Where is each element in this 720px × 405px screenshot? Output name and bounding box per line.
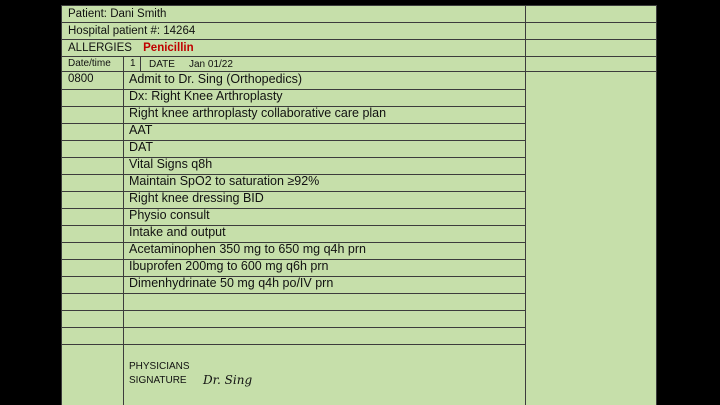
date-label: DATE [149, 59, 175, 70]
row-divider [61, 39, 657, 40]
order-time: 0800 [68, 73, 94, 85]
hospital-number-field [68, 25, 195, 37]
order-line: Vital Signs q8h [129, 157, 213, 171]
row-divider [61, 310, 525, 311]
row-divider [61, 327, 525, 328]
column-divider [123, 56, 124, 405]
page-number: 1 [130, 58, 136, 69]
order-line: Right knee arthroplasty collaborative care plan [129, 106, 387, 120]
allergies-label: ALLERGIES [68, 42, 132, 54]
row-divider [61, 5, 657, 6]
patient-label: Patient: [68, 8, 107, 20]
allergies-field [68, 42, 194, 54]
row-divider [61, 293, 525, 294]
hospital-number-label: Hospital patient #: [68, 25, 161, 37]
order-line: Dimenhydrinate 50 mg q4h po/IV prn [129, 276, 334, 290]
allergy-value: Penicillin [143, 42, 194, 54]
patient-field [68, 8, 166, 20]
column-divider [525, 5, 526, 405]
signature-label-line2: SIGNATURE [129, 375, 187, 386]
signature-label-line1: PHYSICIANS [129, 361, 190, 372]
row-divider [61, 56, 657, 57]
physician-signature: Dr. Sing [203, 373, 253, 387]
patient-name: Dani Smith [110, 8, 167, 20]
order-line: Maintain SpO2 to saturation ≥92% [129, 174, 320, 188]
order-line: Right knee dressing BID [129, 191, 264, 205]
column-divider [61, 5, 62, 405]
order-line: Dx: Right Knee Arthroplasty [129, 89, 283, 103]
column-divider [140, 56, 141, 71]
order-line: Admit to Dr. Sing (Orthopedics) [129, 72, 302, 86]
order-line: Intake and output [129, 225, 226, 239]
order-line: DAT [129, 140, 154, 154]
row-divider [61, 22, 657, 23]
date-value: Jan 01/22 [189, 59, 233, 70]
datetime-header: Date/time [68, 58, 111, 69]
order-line: AAT [129, 123, 153, 137]
row-divider [61, 344, 525, 345]
order-line: Ibuprofen 200mg to 600 mg q6h prn [129, 259, 329, 273]
column-divider [656, 5, 657, 405]
hospital-number: 14264 [163, 25, 196, 37]
order-line: Acetaminophen 350 mg to 650 mg q4h prn [129, 242, 366, 256]
order-line: Physio consult [129, 208, 210, 222]
physician-orders-sheet [61, 5, 657, 405]
